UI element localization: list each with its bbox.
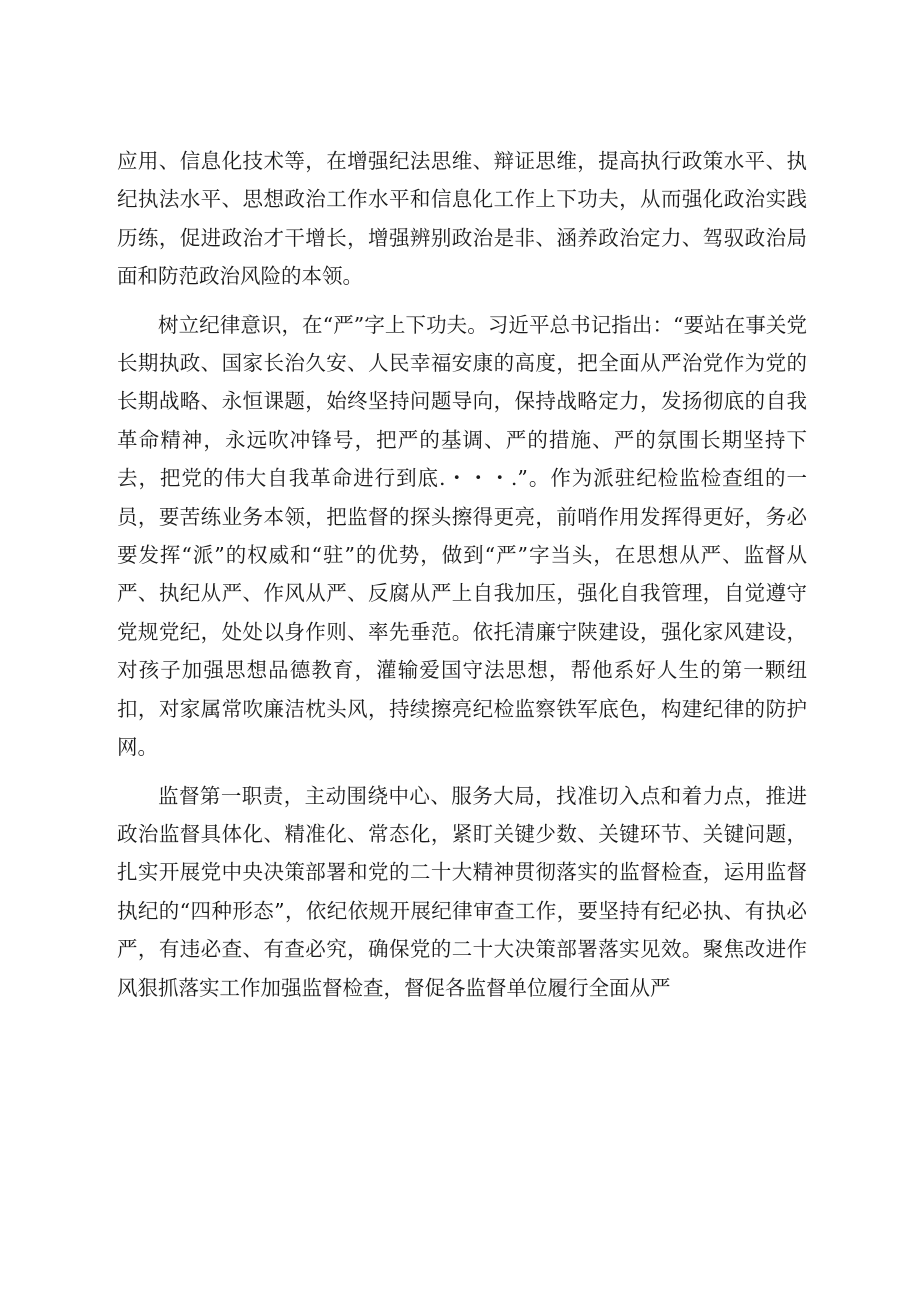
paragraph-supervision-duty: 监督第一职责，主动围绕中心、服务大局，找准切入点和着力点，推进政治监督具体化、精准化、常态化，紧盯关键少数、关键环节、关键问题，扎实开展党中央决策部署和党的二十大精神贯彻落实的监督检查，运用监督执纪的“四种形态”，依纪依规开展纪律审查工作，要坚持有纪必执、有执必严，有违必查、有查必究，确保党的二十大决策部署落实见效。聚焦改进作风狠抓落实工作加强监督检查，督促各监督单位履行全面从严 bbox=[117, 783, 807, 1000]
paragraph-discipline-awareness: 树立纪律意识，在“严”字上下功夫。习近平总书记指出：“要站在事关党长期执政、国家长治久安、人民幸福安康的高度，把全面从严治党作为党的长期战略、永恒课题，始终坚持问题导向，保持战略定力，发扬彻底的自我革命精神，永远吹冲锋号，把严的基调、严的措施、严的氛围长期坚持下去，把党的伟大自我革命进行到底.・・・.”。作为派驻纪检监检查组的一员，要苦练业务本领，把监督的探头擦得更亮，前哨作用发挥得更好，务必要发挥“派”的权威和“驻”的优势，做到“严”字当头，在思想从严、监督从严、执纪从严、作风从严、反腐从严上自我加压，强化自我管理，自觉遵守党规党纪，处处以身作则、率先垂范。依托清廉宁陕建设，强化家风建设，对孩子加强思想品德教育，灌输爱国守法思想，帮他系好人生的第一颗纽扣，对家属常吹廉洁枕头风，持续擦亮纪检监察铁军底色，构建纪律的防护网。 bbox=[117, 312, 807, 760]
document-body bbox=[117, 142, 807, 1007]
paragraph-continuation: 应用、信息化技术等，在增强纪法思维、辩证思维，提高执行政策水平、执纪执法水平、思想政治工作水平和信息化工作上下功夫，从而强化政治实践历练，促进政治才干增长，增强辨别政治是非、涵养政治定力、驾驭政治局面和防范政治风险的本领。 bbox=[117, 149, 807, 289]
